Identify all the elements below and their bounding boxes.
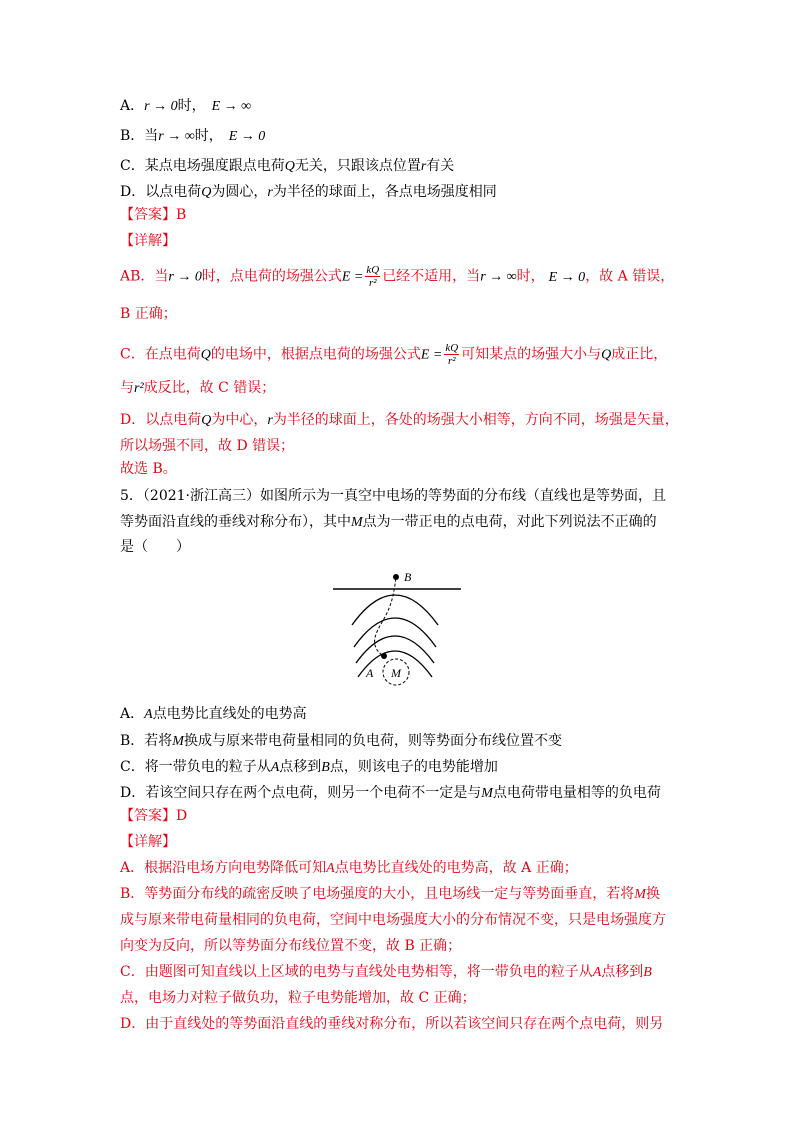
q5-explain-b3: 向变为反向，所以等势面分布线位置不变，故 B 正确；: [120, 938, 462, 954]
q4-explain-d2: 所以场强不同，故 D 错误；: [120, 438, 295, 454]
label-b: B: [404, 570, 412, 584]
q5-explain-c2: 点，电场力对粒子做负功，粒子电势能增加，故 C 正确；: [120, 990, 476, 1006]
q4-explain-b: B 正确；: [120, 306, 177, 322]
q5-stem-line1: 5．（2021·浙江高三）如图所示为一真空中电场的等势面的分布线（直线也是等势面，且: [120, 488, 666, 504]
q5-option-d: D．若该空间只存在两个点电荷，则另一个电荷不一定是与M点电荷带电量相等的负电荷: [120, 785, 661, 801]
q5-answer: 【答案】D: [120, 808, 188, 824]
q4-explain-c: C．在点电荷Q的电场中，根据点电荷的场强公式E = $\frac{kQ}{\text{r²}}$ 可知某点的场强大小与Q成正比，: [120, 342, 668, 367]
q4-option-b: B．当r → ∞时， E → 0: [120, 128, 266, 144]
q5-detail-label: 【详解】: [120, 834, 176, 850]
q4-explain-d: D．以点电荷Q为中心，r为半径的球面上，各处的场强大小相等，方向不同，场强是矢量，: [120, 412, 679, 428]
q5-explain-b2: 成与原来带电荷量相同的负电荷，空间中电场强度大小的分布情况不变，只是电场强度方: [120, 912, 666, 928]
q5-explain-a: A．根据沿电场方向电势降低可知A点电势比直线处的电势高，故 A 正确；: [120, 860, 578, 876]
equipotential-curve-1: [352, 595, 438, 625]
q4-option-c: C．某点电场强度跟点电荷Q无关，只跟该点位置r有关: [120, 158, 455, 174]
q4-detail-label: 【详解】: [120, 233, 176, 249]
q5-option-a: A．A点电势比直线处的电势高: [120, 706, 307, 722]
equipotential-curve-2: [354, 618, 436, 647]
label-m: M: [391, 666, 401, 680]
q5-stem-line2: 等势面沿直线的垂线对称分布），其中M点为一带正电的点电荷，对此下列说法不正确的: [120, 514, 657, 530]
point-a: [381, 653, 387, 659]
label-a: A: [366, 666, 374, 680]
q4-option-a: A．r → 0时， E → ∞: [120, 98, 252, 114]
q4-option-d: D．以点电荷Q为圆心，r为半径的球面上，各点电场强度相同: [120, 184, 497, 200]
point-b: [393, 574, 399, 580]
q5-explain-b1: B．等势面分布线的疏密反映了电场强度的大小，且电场线一定与等势面垂直，若将M换: [120, 886, 660, 902]
q5-explain-d1: D．由于直线处的等势面沿直线的垂线对称分布，所以若该空间只存在两个点电荷，则另: [120, 1016, 664, 1032]
equipotential-curve-3: [356, 636, 434, 663]
q4-explain-c2: 与r²成反比，故 C 错误；: [120, 380, 276, 396]
q5-explain-c1: C．由题图可知直线以上区域的电势与直线处电势相等，将一带负电的粒子从A点移到B: [120, 964, 652, 980]
q4-explain-ab: AB．当r → 0时，点电荷的场强公式E = $\frac{kQ}{\text{r²}}$ 已经不适用，当r → ∞时， E → 0，故 A 错误，: [120, 264, 675, 289]
q4-answer: 【答案】B: [120, 207, 187, 223]
q5-stem-line3: 是（ ）: [120, 539, 190, 555]
q4-choose: 故选 B。: [120, 461, 177, 477]
equipotential-figure: [330, 565, 465, 690]
q5-option-b: B．若将M换成与原来带电荷量相同的负电荷，则等势面分布线位置不变: [120, 733, 562, 749]
q5-option-c: C．将一带负电的粒子从A点移到B点，则该电子的电势能增加: [120, 759, 498, 775]
